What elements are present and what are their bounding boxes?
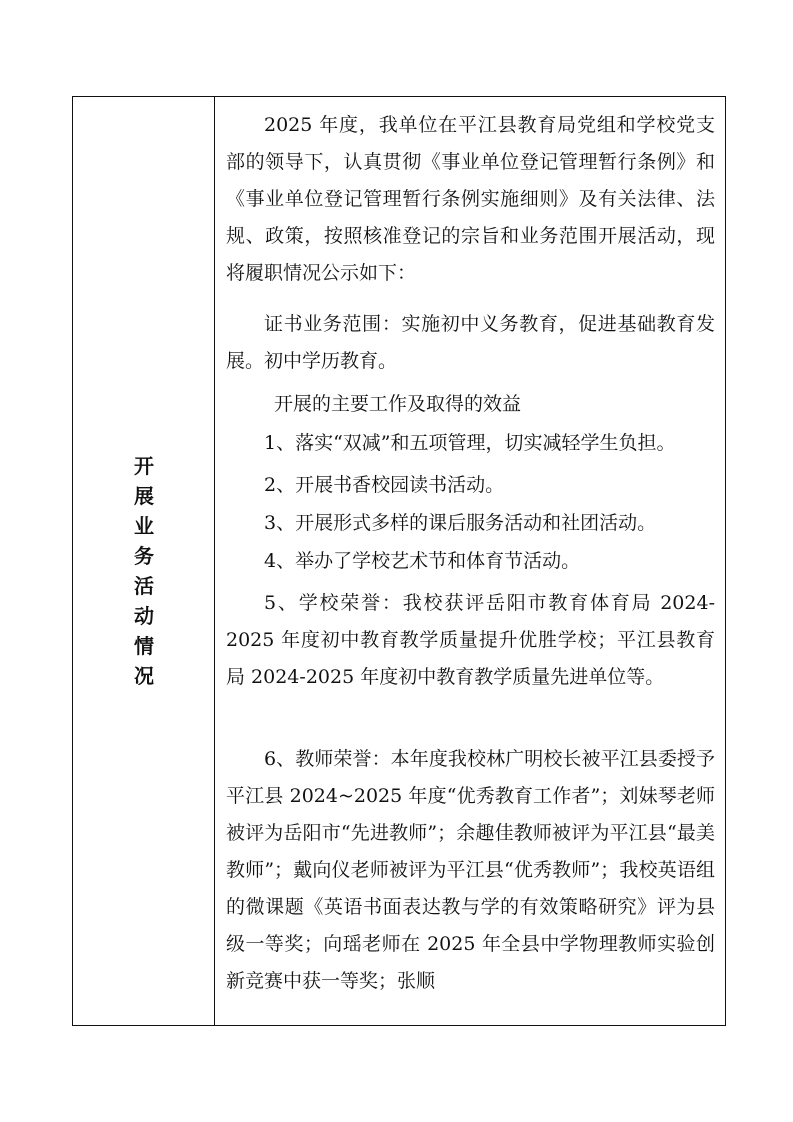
section-label-char: 况 bbox=[134, 664, 154, 688]
work-item: 3、开展形式多样的课后服务活动和社团活动。 bbox=[264, 512, 657, 534]
teacher-honors-paragraph: 6、教师荣誉：本年度我校林广明校长被平江县委授予平江县 2024~2025 年度“优秀教育工作者”；刘妹琴老师被评为岳阳市“先进教师”；余趣佳教师被评为平江县“最美教师”；戴向仪老师被评为平江县“优秀教师”；我校英语组的微课题《英语书面表达教与学的有效策略研究》评为县级一等奖；向瑶老师在 2025 年全县中学物理教师实验创新竞赛中获一等奖；张顺 bbox=[226, 748, 715, 992]
section-label-char: 活 bbox=[134, 574, 154, 598]
work-item: 2、开展书香校园读书活动。 bbox=[264, 474, 505, 496]
section-label-char: 展 bbox=[134, 484, 154, 508]
section-label-char: 情 bbox=[134, 634, 154, 658]
school-honors-paragraph: 5、学校荣誉：我校获评岳阳市教育体育局 2024-2025 年度初中教育教学质量提升优胜学校；平江县教育局 2024-2025 年度初中教育教学质量先进单位等。 bbox=[226, 592, 715, 688]
main-work-heading: 开展的主要工作及取得的效益 bbox=[274, 393, 522, 415]
intro-paragraph: 2025 年度，我单位在平江县教育局党组和学校党支部的领导下，认真贯彻《事业单位登记管理暂行条例》和《事业单位登记管理暂行条例实施细则》及有关法律、法规、政策，按照核准登记的宗旨和业务范围开展活动，现将履职情况公示如下： bbox=[226, 114, 715, 284]
business-scope-paragraph: 证书业务范围：实施初中义务教育，促进基础教育发展。初中学历教育。 bbox=[226, 313, 715, 372]
section-label-cell bbox=[73, 97, 215, 1025]
work-item: 4、举办了学校艺术节和体育节活动。 bbox=[264, 550, 581, 572]
info-table bbox=[72, 96, 726, 1026]
section-label-char: 开 bbox=[134, 454, 154, 478]
section-label-char: 务 bbox=[134, 544, 154, 568]
section-label-char: 业 bbox=[134, 514, 154, 538]
section-label bbox=[73, 451, 215, 691]
work-item: 1、落实“双减”和五项管理，切实减轻学生负担。 bbox=[264, 432, 676, 454]
content-cell bbox=[216, 97, 725, 1025]
section-label-char: 动 bbox=[134, 604, 154, 628]
